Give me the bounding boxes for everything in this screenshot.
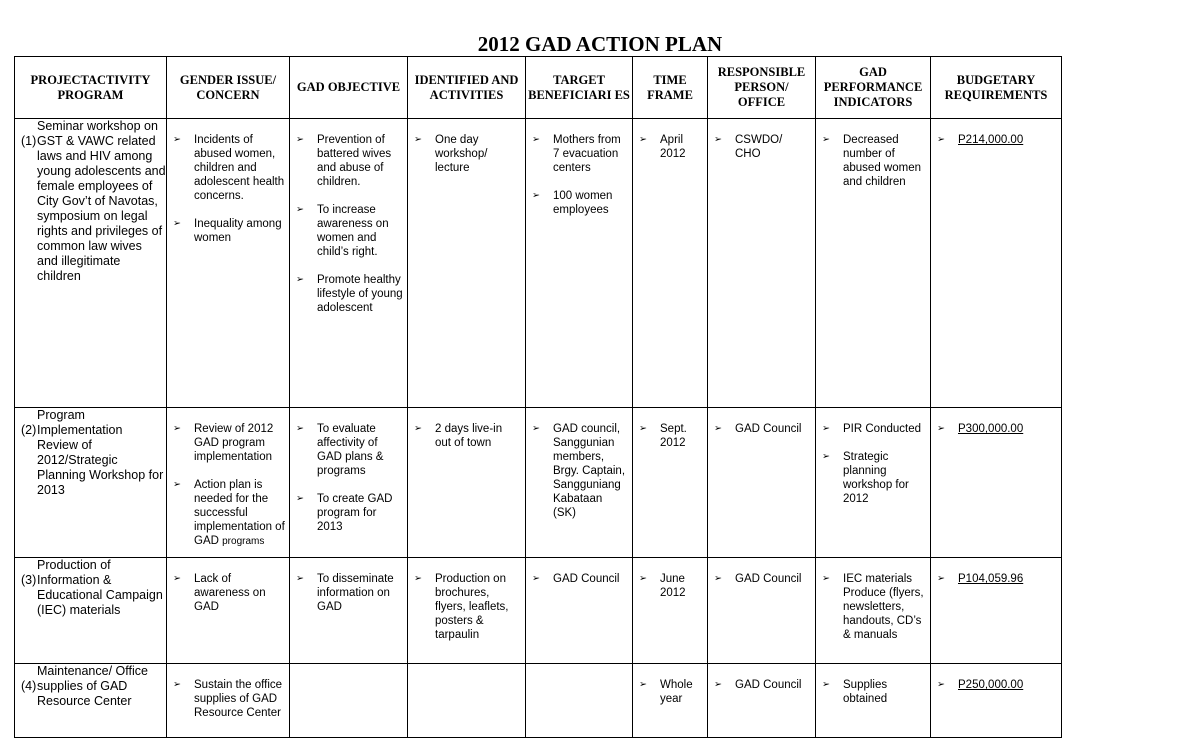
project-cell — [15, 664, 167, 738]
budget-cell — [931, 119, 1062, 408]
budget-amount: P214,000.00 — [958, 134, 1024, 146]
objective-cell — [290, 119, 408, 408]
bullet-text-suffix: programs — [222, 536, 265, 547]
header-gender-issue: GENDER ISSUE/ CONCERN — [167, 57, 290, 119]
bullet-item: ➢ One day workshop/ lecture — [414, 133, 521, 175]
objective-cell — [290, 408, 408, 558]
bullet-item: ➢ April 2012 — [639, 133, 703, 161]
beneficiary-cell — [526, 408, 633, 558]
header-gad-objective: GAD OBJECTIVE — [290, 57, 408, 119]
bullet-item: ➢ GAD council, Sanggunian members, Brgy. Captain, Sangguniang Kabataan (SK) — [532, 422, 628, 520]
budget-cell — [931, 558, 1062, 664]
beneficiary-cell — [526, 558, 633, 664]
budget-amount: P300,000.00 — [958, 423, 1024, 435]
activity-cell — [408, 408, 526, 558]
bullet-item: ➢ Incidents of abused women, children and adolescent health concerns. — [173, 133, 285, 203]
header-time-frame: TIME FRAME — [633, 57, 708, 119]
table-row — [15, 408, 1062, 558]
bullet-item: ➢ To disseminate information on GAD — [296, 572, 403, 614]
activity-cell — [408, 558, 526, 664]
indicator-cell — [816, 119, 931, 408]
bullet-item: ➢ To evaluate affectivity of GAD plans & programs — [296, 422, 403, 478]
bullet-item: ➢ Decreased number of abused women and children — [822, 133, 926, 189]
budget-amount: P104,059.96 — [958, 573, 1024, 585]
bullet-item: ➢ GAD Council — [714, 422, 811, 436]
bullet-item: ➢ To create GAD program for 2013 — [296, 492, 403, 534]
row-number: (2) — [21, 423, 37, 437]
header-beneficiaries: TARGET BENEFICIARI ES — [526, 57, 633, 119]
project-cell — [15, 119, 167, 408]
bullet-item: ➢ GAD Council — [714, 572, 811, 586]
bullet-item: ➢ GAD Council — [532, 572, 628, 586]
bullet-item: ➢ Supplies obtained — [822, 678, 926, 706]
bullet-item — [173, 478, 285, 549]
beneficiary-cell — [526, 119, 633, 408]
bullet-item: ➢ PIR Conducted — [822, 422, 926, 436]
project-text: Seminar workshop on GST & VAWC related laws and HIV among young adolescents and female employees of City Gov’t of Navotas, symposium on legal rights and privileges of common law wives and illegitimate children — [37, 119, 166, 283]
indicator-cell — [816, 408, 931, 558]
header-row — [15, 57, 1062, 119]
bullet-item: ➢ Strategic planning workshop for 2012 — [822, 450, 926, 506]
issue-cell — [167, 119, 290, 408]
project-text: Production of Information & Educational Campaign (IEC) materials — [37, 558, 163, 617]
objective-cell — [290, 664, 408, 738]
bullet-item: ➢ Lack of awareness on GAD — [173, 572, 285, 614]
budget-cell — [931, 408, 1062, 558]
bullet-item: ➢ Review of 2012 GAD program implementation — [173, 422, 285, 464]
bullet-item — [937, 133, 1057, 147]
bullet-item: ➢ IEC materials Produce (flyers, newsletters, handouts, CD’s & manuals — [822, 572, 926, 642]
bullet-text: Action plan is needed for the successful implementation of GAD — [194, 479, 285, 547]
bullet-item: ➢ Production on brochures, flyers, leaflets, posters & tarpaulin — [414, 572, 521, 642]
bullet-item: ➢ June 2012 — [639, 572, 703, 600]
header-indicators: GAD PERFORMANCE INDICATORS — [816, 57, 931, 119]
bullet-item: ➢ CSWDO/ CHO — [714, 133, 811, 161]
action-plan-table — [14, 56, 1062, 738]
bullet-item — [937, 422, 1057, 436]
project-cell — [15, 558, 167, 664]
budget-cell — [931, 664, 1062, 738]
budget-amount: P250,000.00 — [958, 679, 1024, 691]
bullet-item — [937, 572, 1057, 586]
responsible-cell — [708, 558, 816, 664]
beneficiary-cell — [526, 664, 633, 738]
header-activities: IDENTIFIED AND ACTIVITIES — [408, 57, 526, 119]
bullet-item: ➢ Prevention of battered wives and abuse of children. — [296, 133, 403, 189]
header-responsible: RESPONSIBLE PERSON/ OFFICE — [708, 57, 816, 119]
time-cell — [633, 119, 708, 408]
header-budget: BUDGETARY REQUIREMENTS — [931, 57, 1062, 119]
issue-cell — [167, 408, 290, 558]
bullet-item: ➢ Promote healthy lifestyle of young adolescent — [296, 273, 403, 315]
page-title: 2012 GAD ACTION PLAN — [477, 32, 723, 56]
time-cell — [633, 558, 708, 664]
indicator-cell — [816, 558, 931, 664]
bullet-item: ➢ Sept. 2012 — [639, 422, 703, 450]
responsible-cell — [708, 664, 816, 738]
project-text: Program Implementation Review of 2012/Strategic Planning Workshop for 2013 — [37, 408, 164, 497]
time-cell — [633, 664, 708, 738]
table-row — [15, 558, 1062, 664]
row-number: (3) — [21, 573, 37, 587]
row-number: (1) — [21, 134, 37, 148]
bullet-item: ➢ Inequality among women — [173, 217, 285, 245]
indicator-cell — [816, 664, 931, 738]
project-text: Maintenance/ Office supplies of GAD Resource Center — [37, 664, 148, 708]
activity-cell — [408, 664, 526, 738]
row-number: (4) — [21, 679, 37, 693]
activity-cell — [408, 119, 526, 408]
header-project: PROJECTACTIVITY PROGRAM — [15, 57, 167, 119]
objective-cell — [290, 558, 408, 664]
table-row — [15, 664, 1062, 738]
bullet-item: ➢ GAD Council — [714, 678, 811, 692]
responsible-cell — [708, 119, 816, 408]
issue-cell — [167, 558, 290, 664]
bullet-item: ➢ Whole year — [639, 678, 703, 706]
responsible-cell — [708, 408, 816, 558]
bullet-item: ➢ 100 women employees — [532, 189, 628, 217]
bullet-item: ➢ To increase awareness on women and child’s right. — [296, 203, 403, 259]
bullet-item: ➢ Sustain the office supplies of GAD Resource Center — [173, 678, 285, 720]
bullet-item — [937, 678, 1057, 692]
bullet-item: ➢ Mothers from 7 evacuation centers — [532, 133, 628, 175]
project-cell — [15, 408, 167, 558]
time-cell — [633, 408, 708, 558]
issue-cell — [167, 664, 290, 738]
table-row — [15, 119, 1062, 408]
bullet-item: ➢ 2 days live-in out of town — [414, 422, 521, 450]
